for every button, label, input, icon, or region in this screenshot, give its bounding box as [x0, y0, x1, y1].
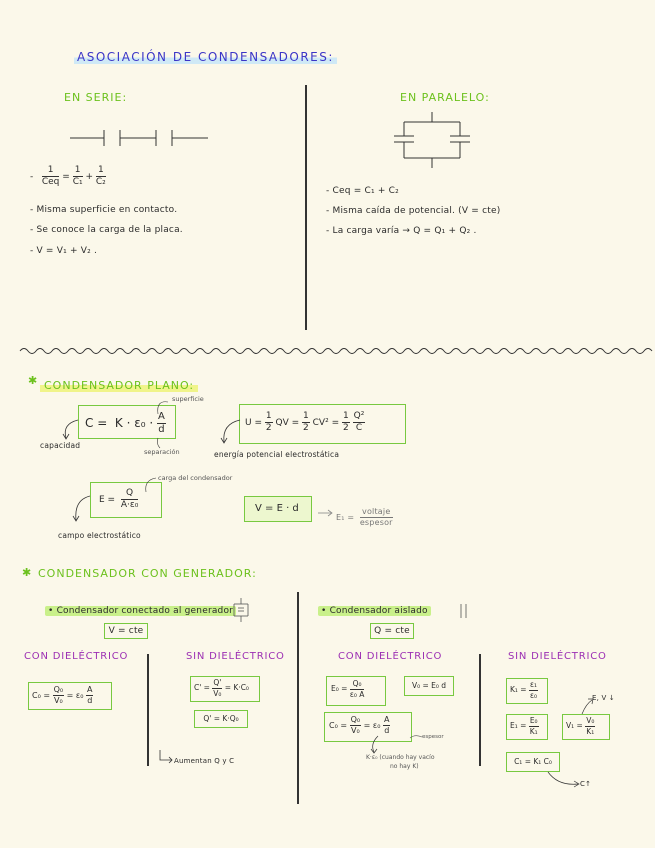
- left-sin-dielectrico-heading: SIN DIELÉCTRICO: [186, 651, 285, 662]
- energy-formula-box: U = $\frac{1}{2}$ QV = $\frac{1}{2}$ CV² = $\frac{1}{2}$ $\frac{\text{Q²}}{C}$: [239, 404, 406, 444]
- right-sin-dielectrico-heading: SIN DIELÉCTRICO: [508, 651, 607, 662]
- energy-arrow: [214, 412, 244, 452]
- arrow-right-icon: [318, 508, 338, 518]
- isolated-capacitor-icon: [458, 604, 470, 618]
- left-sub-divider: [147, 654, 149, 766]
- field-arrows: [60, 486, 170, 536]
- carga-label: carga del condensador: [158, 474, 233, 482]
- asterisk-icon-2: ✱: [22, 566, 32, 579]
- field-formula-box: E = $\frac{Q}{\text{A·ε₀}}$: [90, 482, 162, 518]
- kep-label-2: no hay K): [390, 763, 419, 770]
- campo-label: campo electrostático: [58, 531, 141, 540]
- right-v1-box: V₁ = $\frac{\text{V₀}}{\text{K₁}}$: [562, 714, 610, 740]
- right-sin-arrows: [540, 694, 610, 794]
- energia-label: energía potencial electrostática: [214, 450, 340, 459]
- capacidad-label: capacidad: [40, 441, 81, 450]
- aislado-label: • Condensador aislado: [318, 606, 431, 616]
- right-c0-box: C₀ = $\frac{\text{Q₀}}{\text{V₀}}$ = ε₀ $\frac{A}{d}$: [324, 712, 412, 742]
- asterisk-icon: ✱: [28, 374, 38, 387]
- right-e0-box: E₀ = $\frac{\text{Q₀}}{\text{ε₀ A}}$: [326, 676, 386, 706]
- generador-divider: [297, 592, 299, 804]
- left-c0-box: C₀ = $\frac{\text{Q₀}}{\text{V₀}}$ = ε₀ $\frac{A}{d}$: [28, 682, 112, 710]
- left-q-prime-box: Q' = K·Q₀: [194, 710, 248, 728]
- wavy-separator: [20, 344, 652, 358]
- right-arrows: [360, 732, 420, 756]
- v-cte-box: V = cte: [104, 623, 148, 639]
- plano-arrows: [40, 410, 200, 460]
- espesor-label: espesor: [422, 734, 444, 740]
- conectado-label: • Condensador conectado al generador: [45, 606, 236, 616]
- arrow-return-icon: [158, 750, 174, 764]
- paralelo-bullet-1: - Ceq = C₁ + C₂: [326, 186, 399, 196]
- plano-heading-wrap: CONDENSADOR PLANO:: [40, 374, 198, 393]
- series-circuit-diagram: [70, 128, 210, 148]
- left-c-prime-box: C' = $\frac{Q'}{\text{V₀}}$ = K·C₀: [190, 676, 260, 702]
- generador-heading: CONDENSADOR CON GENERADOR:: [38, 567, 257, 580]
- kep-label: K·ε₀ (cuando hay vacío: [366, 754, 435, 761]
- c-up-label: C↑: [580, 780, 592, 788]
- ev-down-label: E, V ↓: [592, 694, 615, 702]
- right-e1-box: E₁ = $\frac{\text{E₀}}{\text{K₁}}$: [506, 714, 548, 740]
- column-divider: [305, 85, 307, 330]
- paralelo-bullet-3: - La carga varía → Q = Q₁ + Q₂ .: [326, 226, 477, 236]
- separacion-label: separación: [144, 448, 180, 456]
- voltage-formula-box: V = E · d: [244, 496, 312, 522]
- right-k1-box: K₁ = $\frac{\text{ε₁}}{\text{ε₀}}$: [506, 678, 548, 704]
- serie-bullet-3: - V = V₁ + V₂ .: [30, 246, 98, 256]
- serie-bullet-2: - Se conoce la carga de la placa.: [30, 225, 183, 235]
- serie-heading: EN SERIE:: [64, 91, 128, 104]
- right-v0-box: V₀ = E₀ d: [404, 676, 454, 696]
- capacitance-formula-box: C = K · ε₀ · $\frac{A}{d}$: [78, 405, 176, 439]
- left-con-dielectrico-heading: CON DIELÉCTRICO: [24, 651, 129, 662]
- series-formula: - $\frac{1}{\text{Ceq}}$ = $\frac{1}{\text{C₁}}$ + $\frac{1}{\text{C₂}}$: [30, 165, 106, 187]
- aumentan-label: Aumentan Q y C: [174, 757, 235, 765]
- right-con-dielectrico-heading: CON DIELÉCTRICO: [338, 651, 443, 662]
- paralelo-heading: EN PARALELO:: [400, 91, 490, 104]
- superficie-label: superficie: [172, 395, 204, 403]
- ei-formula: E₁ = $\frac{\text{voltaje}}{\text{espesor}}$: [336, 507, 393, 527]
- page-title: ASOCIACIÓN DE CONDENSADORES:: [74, 46, 337, 65]
- right-c1-box: C₁ = K₁ C₀: [506, 752, 560, 772]
- paralelo-bullet-2: - Misma caída de potencial. (V = cte): [326, 206, 501, 216]
- q-cte-box: Q = cte: [370, 623, 414, 639]
- generator-capacitor-icon: [230, 598, 252, 622]
- serie-bullet-1: - Misma superficie en contacto.: [30, 205, 178, 215]
- parallel-circuit-diagram: [392, 112, 472, 172]
- right-sub-divider: [479, 654, 481, 766]
